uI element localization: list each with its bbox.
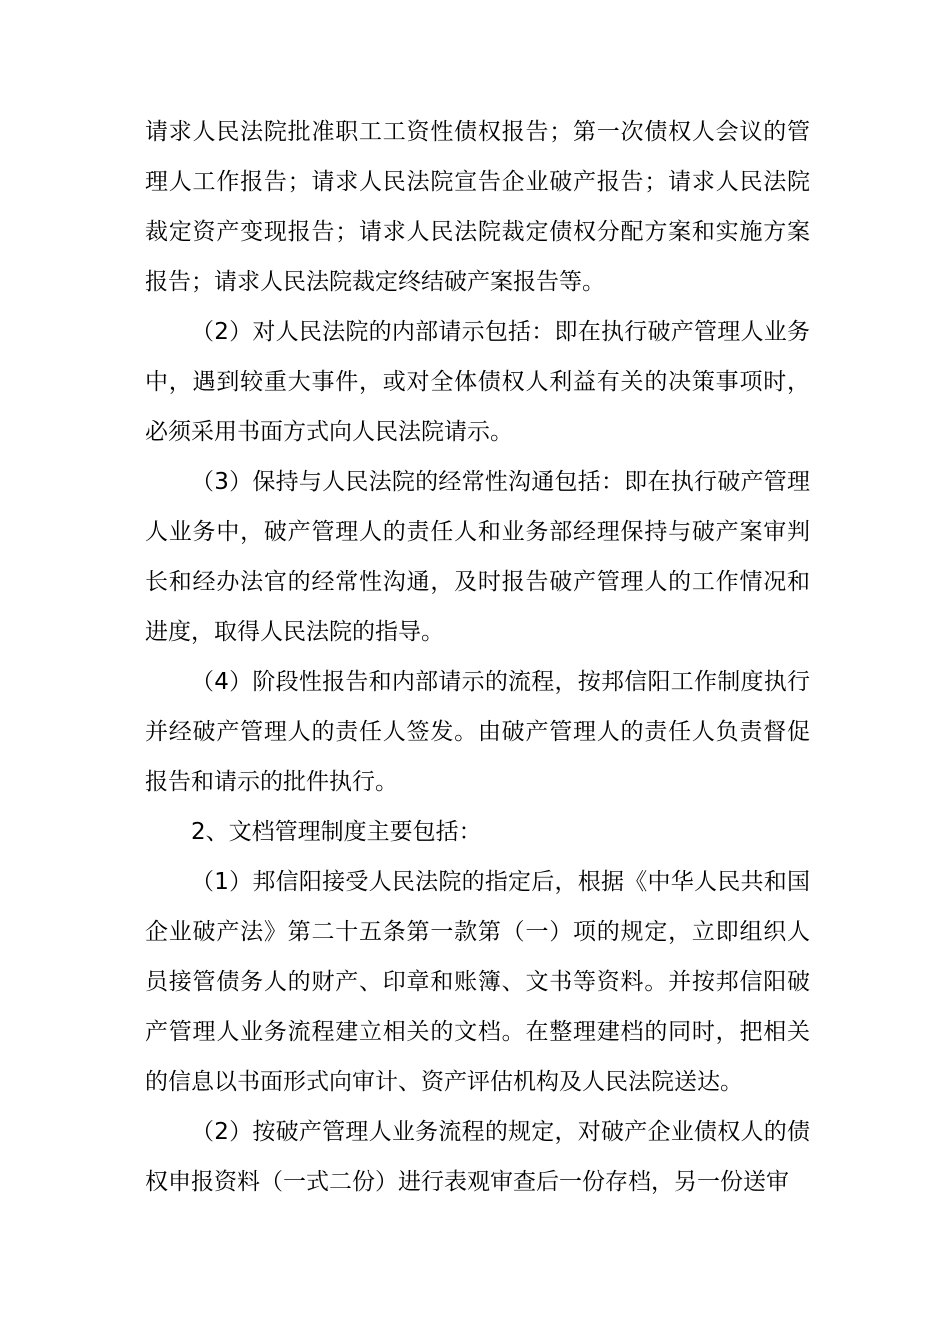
section-heading: 2、文档管理制度主要包括：: [191, 819, 482, 845]
paragraph-2: （2）对人民法院的内部请示包括：即在执行破产管理人业务中，遇到较重大事件，或对全体债权人利益有关的决策事项时，必须采用书面方式向人民法院请示。: [145, 319, 810, 445]
paragraph-4: （4）阶段性报告和内部请示的流程，按邦信阳工作制度执行并经破产管理人的责任人签发。由破产管理人的责任人负责督促报告和请示的批件执行。: [145, 669, 810, 795]
document-body: [145, 107, 810, 1207]
paragraph-5: （1）邦信阳接受人民法院的指定后，根据《中华人民共和国企业破产法》第二十五条第一款第（一）项的规定，立即组织人员接管债务人的财产、印章和账簿、文书等资料。并按邦信阳破产管理人业务流程建立相关的文档。在整理建档的同时，把相关的信息以书面形式向审计、资产评估机构及人民法院送达。: [145, 869, 810, 1095]
paragraph-1: 请求人民法院批准职工工资性债权报告；第一次债权人会议的管理人工作报告；请求人民法院宣告企业破产报告；请求人民法院裁定资产变现报告；请求人民法院裁定债权分配方案和实施方案报告；请求人民法院裁定终结破产案报告等。: [145, 119, 810, 295]
paragraph-3: （3）保持与人民法院的经常性沟通包括：即在执行破产管理人业务中，破产管理人的责任人和业务部经理保持与破产案审判长和经办法官的经常性沟通，及时报告破产管理人的工作情况和进度，取得人民法院的指导。: [145, 469, 810, 645]
paragraph-6: （2）按破产管理人业务流程的规定，对破产企业债权人的债权申报资料（一式二份）进行表观审查后一份存档，另一份送审: [145, 1119, 810, 1195]
